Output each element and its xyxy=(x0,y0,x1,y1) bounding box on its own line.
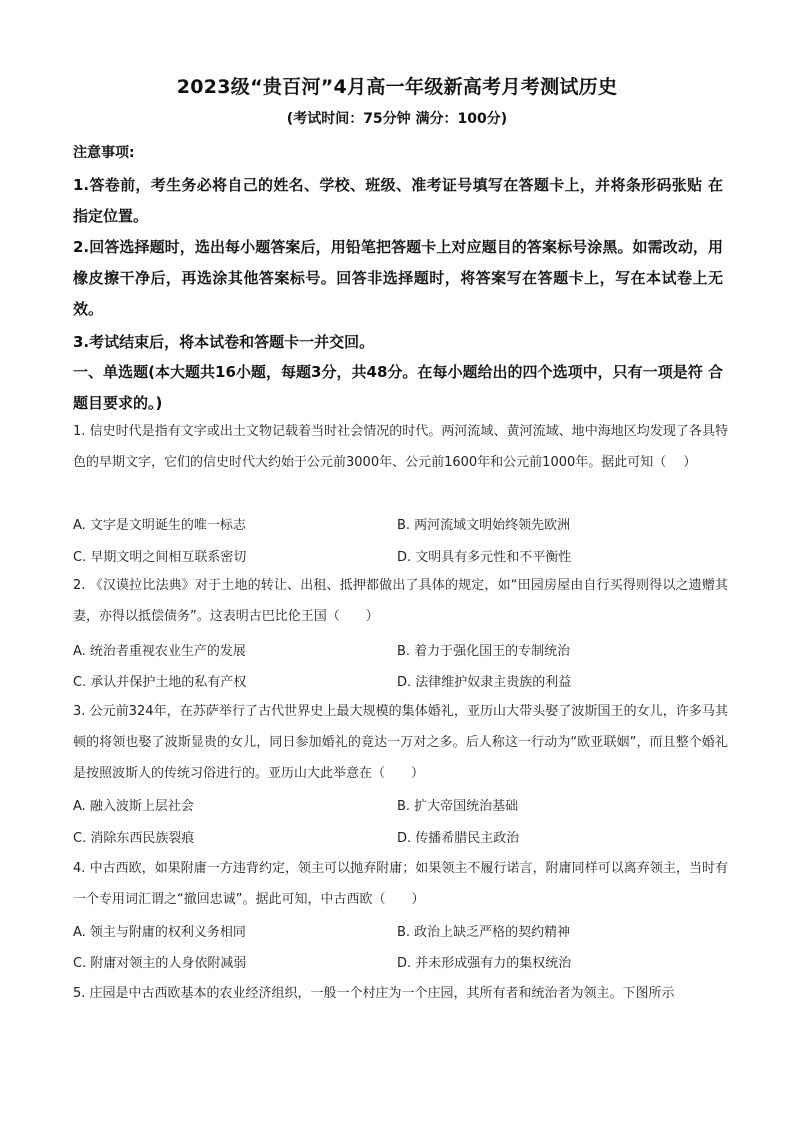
question-2-stem: 2. 《汉谟拉比法典》对于土地的转让、出租、抵押都做出了具体的规定，如“田园房屋由自行买得则得以之遗赠其妻，亦得以抵偿债务”。这表明古巴比伦王国（ ） xyxy=(73,578,728,624)
question-4-option-a: A. 领主与附庸的权利义务相同 xyxy=(73,925,246,940)
section-heading: 一、单选题(本大题共16小题，每题3分，共48分。在每小题给出的四个选项中，只有一项是符 合题目要求的。) xyxy=(73,363,723,412)
question-4-option-c: C. 附庸对领主的人身依附减弱 xyxy=(73,956,247,971)
question-2-option-a: A. 统治者重视农业生产的发展 xyxy=(73,644,246,659)
question-1-option-c: C. 早期文明之间相互联系密切 xyxy=(73,550,247,565)
question-4-stem: 4. 中古西欧，如果附庸一方违背约定，领主可以抛弃附庸；如果领主不履行诺言，附庸同样可以离弃领主，当时有一个专用词汇谓之“撤回忠诚”。据此可知，中古西欧（ ） xyxy=(73,861,728,907)
question-4-option-b: B. 政治上缺乏严格的契约精神 xyxy=(397,925,571,940)
question-1-stem: 1. 信史时代是指有文字或出土文物记载着当时社会情况的时代。两河流域、黄河流域、地中海地区均发现了各具特色的早期文字，它们的信史时代大约始于公元前3000年、公元前1600年和公元前1000年。据此可知（ ） xyxy=(73,424,728,470)
notice-item-3: 3.考试结束后，将本试卷和答题卡一并交回。 xyxy=(73,333,375,351)
question-1-option-b: B. 两河流域文明始终领先欧洲 xyxy=(397,518,571,533)
notice-heading: 注意事项: xyxy=(73,145,135,161)
question-2-option-b: B. 着力于强化国王的专制统治 xyxy=(397,644,571,659)
question-3-option-a: A. 融入波斯上层社会 xyxy=(73,799,194,814)
notice-item-2: 2.回答选择题时，选出每小题答案后，用铅笔把答题卡上对应题目的答案标号涂黑。如需改动，用橡皮擦干净后，再选涂其他答案标号。回答非选择题时，将答案写在答题卡上，写在本试卷上无效。 xyxy=(73,238,723,318)
question-5-stem: 5. 庄园是中古西欧基本的农业经济组织，一般一个村庄为一个庄园，其所有者和统治者为领主。下图所示 xyxy=(73,986,675,1001)
exam-subtitle: (考试时间：75分钟 满分：100分) xyxy=(286,111,508,127)
exam-title: 2023级“贵百河”4月高一年级新高考月考测试历史 xyxy=(176,76,618,98)
question-2-option-c: C. 承认并保护土地的私有产权 xyxy=(73,675,247,690)
question-2-option-d: D. 法律维护奴隶主贵族的利益 xyxy=(397,675,572,690)
question-3-option-c: C. 消除东西民族裂痕 xyxy=(73,831,195,846)
question-4-option-d: D. 并未形成强有力的集权统治 xyxy=(397,956,572,971)
question-3-stem: 3. 公元前324年，在苏萨举行了古代世界史上最大规模的集体婚礼，亚历山大带头娶了波斯国王的女儿，许多马其顿的将领也娶了波斯显贵的女儿，同日参加婚礼的竟达一万对之多。后人称这一行动为“欧亚联姻”，而且整个婚礼是按照波斯人的传统习俗进行的。亚历山大此举意在（ ） xyxy=(73,704,728,781)
question-3-option-d: D. 传播希腊民主政治 xyxy=(397,831,520,846)
question-1-option-a: A. 文字是文明诞生的唯一标志 xyxy=(73,518,246,533)
question-1-option-d: D. 文明具有多元性和不平衡性 xyxy=(397,550,572,565)
question-3-option-b: B. 扩大帝国统治基础 xyxy=(397,799,519,814)
notice-item-1: 1.答卷前，考生务必将自己的姓名、学校、班级、准考证号填写在答题卡上，并将条形码张贴 在指定位置。 xyxy=(73,176,723,225)
